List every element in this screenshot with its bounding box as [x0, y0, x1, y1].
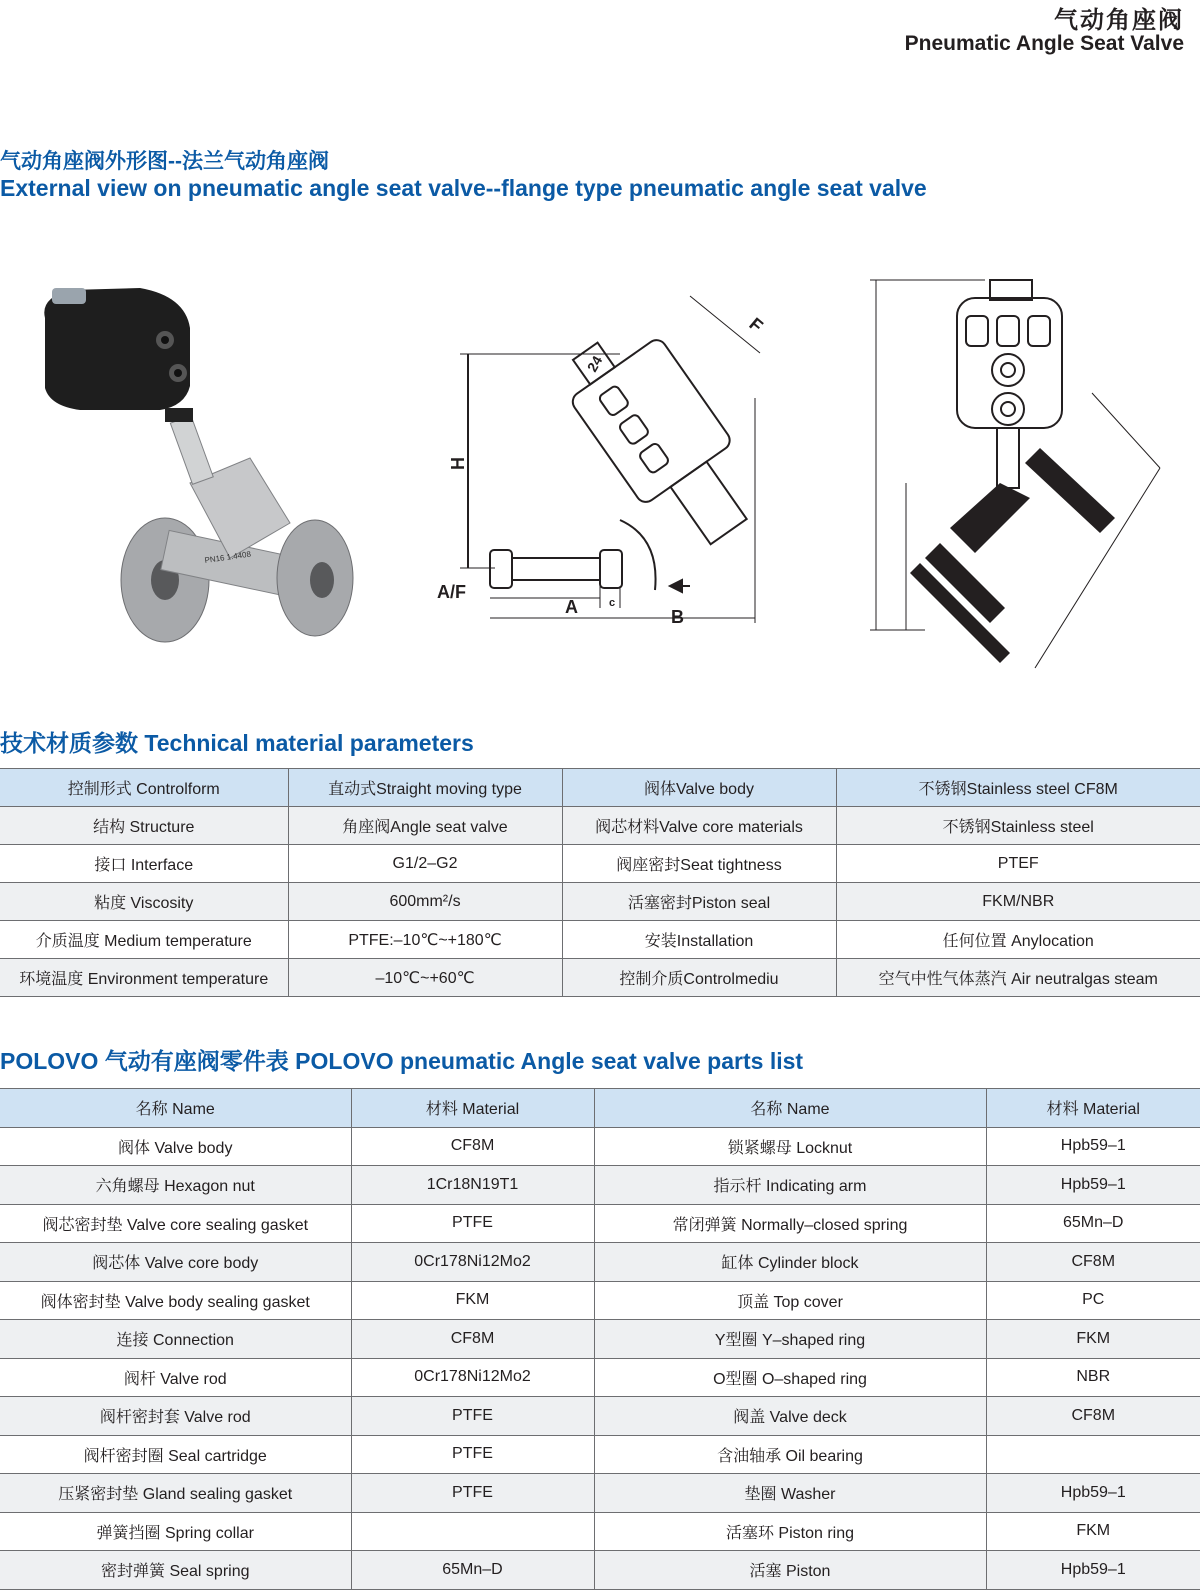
table-cell: 角座阀Angle seat valve — [288, 807, 562, 845]
table-cell: 不锈钢Stainless steel — [836, 807, 1200, 845]
table-cell: NBR — [986, 1358, 1200, 1397]
table-cell: 安装Installation — [562, 921, 836, 959]
table-cell: CF8M — [986, 1243, 1200, 1282]
table-cell: 密封弹簧 Seal spring — [0, 1551, 351, 1590]
table-cell: 顶盖 Top cover — [594, 1281, 986, 1320]
table-cell: PTFE:–10℃~+180℃ — [288, 921, 562, 959]
table-cell: 接口 Interface — [0, 845, 288, 883]
table-row — [0, 921, 1200, 959]
table-row — [0, 807, 1200, 845]
dim-b: B — [671, 607, 684, 627]
column-header: 材料 Material — [351, 1089, 594, 1128]
table-cell: FKM — [986, 1320, 1200, 1359]
table-cell: 粘度 Viscosity — [0, 883, 288, 921]
valve-photo — [44, 288, 353, 642]
external-view-title-cn: 气动角座阀外形图--法兰气动角座阀 — [0, 150, 329, 173]
dim-af: A/F — [437, 582, 466, 602]
table-row — [0, 1204, 1200, 1243]
table-row — [0, 1358, 1200, 1397]
table-row — [0, 1474, 1200, 1513]
table-cell: 六角螺母 Hexagon nut — [0, 1166, 351, 1205]
table-cell: PTFE — [351, 1397, 594, 1436]
valve-figures — [0, 268, 1200, 688]
table-cell: 0Cr178Ni12Mo2 — [351, 1358, 594, 1397]
table-cell: 活塞密封Piston seal — [562, 883, 836, 921]
column-header: 名称 Name — [594, 1089, 986, 1128]
table-cell: FKM — [986, 1512, 1200, 1551]
table-cell: 活塞环 Piston ring — [594, 1512, 986, 1551]
table-cell: 空气中性气体蒸汽 Air neutralgas steam — [836, 959, 1200, 997]
table-row — [0, 883, 1200, 921]
table-cell: CF8M — [351, 1320, 594, 1359]
table-cell: 阀座密封Seat tightness — [562, 845, 836, 883]
table-cell: CF8M — [986, 1397, 1200, 1436]
table-cell: 阀芯密封垫 Valve core sealing gasket — [0, 1204, 351, 1243]
table-cell: 活塞 Piston — [594, 1551, 986, 1590]
table-cell: 任何位置 Anylocation — [836, 921, 1200, 959]
table-cell: 控制形式 Controlform — [0, 769, 288, 807]
table-cell: PC — [986, 1281, 1200, 1320]
table-cell: 阀芯体 Valve core body — [0, 1243, 351, 1282]
table-cell: 常闭弹簧 Normally–closed spring — [594, 1204, 986, 1243]
table-cell: PTFE — [351, 1435, 594, 1474]
table-row — [0, 1397, 1200, 1436]
table-cell: 缸体 Cylinder block — [594, 1243, 986, 1282]
table-cell: PTEF — [836, 845, 1200, 883]
table-row — [0, 845, 1200, 883]
body-marking: PN16 1.4408 — [204, 549, 252, 565]
table-cell: 阀体密封垫 Valve body sealing gasket — [0, 1281, 351, 1320]
table-cell: CF8M — [351, 1127, 594, 1166]
table-cell: PTFE — [351, 1474, 594, 1513]
table-cell: 直动式Straight moving type — [288, 769, 562, 807]
tech-params-table — [0, 768, 1200, 997]
table-cell: Hpb59–1 — [986, 1474, 1200, 1513]
table-cell: 控制介质Controlmediu — [562, 959, 836, 997]
table-cell: 连接 Connection — [0, 1320, 351, 1359]
section-drawing — [870, 280, 1160, 668]
table-cell: Hpb59–1 — [986, 1551, 1200, 1590]
table-cell: PTFE — [351, 1204, 594, 1243]
table-cell: G1/2–G2 — [288, 845, 562, 883]
table-cell: 锁紧螺母 Locknut — [594, 1127, 986, 1166]
parts-list-title: POLOVO 气动有座阀零件表 POLOVO pneumatic Angle seat valve parts list — [0, 1048, 804, 1074]
table-cell: Hpb59–1 — [986, 1166, 1200, 1205]
table-row — [0, 1435, 1200, 1474]
table-cell — [986, 1435, 1200, 1474]
column-header: 名称 Name — [0, 1089, 351, 1128]
table-cell: 含油轴承 Oil bearing — [594, 1435, 986, 1474]
dim-24: 24 — [583, 353, 606, 375]
table-cell: 阀盖 Valve deck — [594, 1397, 986, 1436]
table-cell: –10℃~+60℃ — [288, 959, 562, 997]
dim-c: c — [609, 597, 616, 609]
table-row — [0, 1243, 1200, 1282]
table-row — [0, 1166, 1200, 1205]
dimension-labels — [437, 314, 767, 627]
table-row — [0, 959, 1200, 997]
table-row — [0, 1320, 1200, 1359]
table-cell: 1Cr18N19T1 — [351, 1166, 594, 1205]
external-view-title-en: External view on pneumatic angle seat valve--flange type pneumatic angle seat valve — [0, 175, 927, 201]
table-cell: 环境温度 Environment temperature — [0, 959, 288, 997]
header-title-cn: 气动角座阀 — [1054, 7, 1184, 34]
table-cell: 65Mn–D — [986, 1204, 1200, 1243]
column-header: 材料 Material — [986, 1089, 1200, 1128]
table-cell: 弹簧挡圈 Spring collar — [0, 1512, 351, 1551]
parts-list-table — [0, 1088, 1200, 1590]
table-cell: 阀杆密封圈 Seal cartridge — [0, 1435, 351, 1474]
table-cell: O型圈 O–shaped ring — [594, 1358, 986, 1397]
table-cell: 指示杆 Indicating arm — [594, 1166, 986, 1205]
table-cell: 0Cr178Ni12Mo2 — [351, 1243, 594, 1282]
table-cell: 阀体Valve body — [562, 769, 836, 807]
header-title-en: Pneumatic Angle Seat Valve — [904, 32, 1184, 55]
table-row — [0, 769, 1200, 807]
table-cell: 600mm²/s — [288, 883, 562, 921]
table-row — [0, 1512, 1200, 1551]
table-cell: 阀体 Valve body — [0, 1127, 351, 1166]
dim-a: A — [565, 597, 578, 617]
table-cell: 压紧密封垫 Gland sealing gasket — [0, 1474, 351, 1513]
table-cell: 阀芯材料Valve core materials — [562, 807, 836, 845]
table-cell: FKM — [351, 1281, 594, 1320]
table-cell: 阀杆密封套 Valve rod — [0, 1397, 351, 1436]
dimension-drawing — [460, 296, 774, 623]
dim-h: H — [448, 457, 468, 470]
tech-params-title: 技术材质参数 Technical material parameters — [0, 730, 474, 756]
table-row — [0, 1551, 1200, 1590]
table-cell: 垫圈 Washer — [594, 1474, 986, 1513]
table-cell: 65Mn–D — [351, 1551, 594, 1590]
table-cell: 不锈钢Stainless steel CF8M — [836, 769, 1200, 807]
dim-f: F — [745, 313, 767, 337]
table-header-row — [0, 1089, 1200, 1128]
table-cell: FKM/NBR — [836, 883, 1200, 921]
table-cell: 阀杆 Valve rod — [0, 1358, 351, 1397]
table-cell — [351, 1512, 594, 1551]
table-row — [0, 1127, 1200, 1166]
table-cell: Y型圈 Y–shaped ring — [594, 1320, 986, 1359]
table-cell: 结构 Structure — [0, 807, 288, 845]
table-cell: 介质温度 Medium temperature — [0, 921, 288, 959]
table-row — [0, 1281, 1200, 1320]
table-cell: Hpb59–1 — [986, 1127, 1200, 1166]
